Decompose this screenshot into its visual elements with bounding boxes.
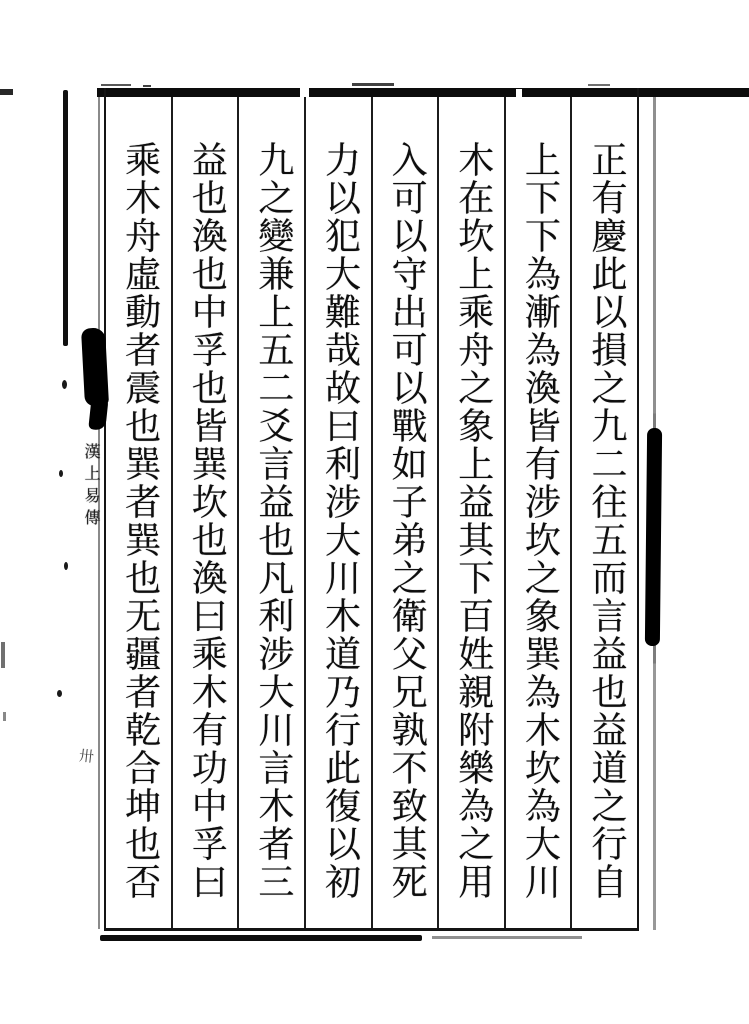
text-column-4: 入可以守出可以戰如子弟之衛父兄孰不致其死 bbox=[373, 97, 440, 928]
left-edge-speck bbox=[57, 690, 62, 697]
ink-speck bbox=[101, 84, 131, 86]
ink-speck bbox=[1, 642, 5, 668]
left-edge-speck bbox=[62, 380, 67, 389]
ink-speck bbox=[588, 84, 610, 86]
left-edge-speck bbox=[64, 562, 68, 570]
ink-speck bbox=[352, 83, 394, 86]
spine-title: 漢上易傳 bbox=[82, 443, 101, 531]
frame-bottom-dash bbox=[432, 936, 582, 939]
left-edge-line bbox=[63, 90, 68, 346]
text-column-2: 上下下為漸為渙皆有涉坎之象巽為木坎為大川 bbox=[506, 97, 573, 928]
folio-number: 卅 bbox=[76, 747, 96, 766]
text-column-5: 力以犯大難哉故曰利涉大川木道乃行此復以初 bbox=[306, 97, 373, 928]
text-column-8: 乘木舟虛動者震也巽者巽也无疆者乾合坤也否 bbox=[106, 97, 173, 928]
left-edge-speck bbox=[59, 470, 63, 477]
ink-speck bbox=[0, 89, 13, 95]
text-column-3: 木在坎上乘舟之象上益其下百姓親附樂為之用 bbox=[439, 97, 506, 928]
ink-speck bbox=[143, 85, 151, 87]
text-column-1: 正有慶此以損之九二往五而言益也益道之行自 bbox=[586, 141, 627, 901]
frame-bottom-smear bbox=[100, 935, 422, 941]
ink-speck bbox=[3, 712, 6, 721]
right-edge-ink-blob bbox=[645, 428, 662, 646]
text-column-6: 九之變兼上五二爻言益也凡利涉大川言木者三 bbox=[239, 97, 306, 928]
text-block bbox=[106, 97, 637, 928]
text-column-7: 益也渙也中孚也皆巽坎也渙曰乘木有功中孚曰 bbox=[173, 97, 240, 928]
